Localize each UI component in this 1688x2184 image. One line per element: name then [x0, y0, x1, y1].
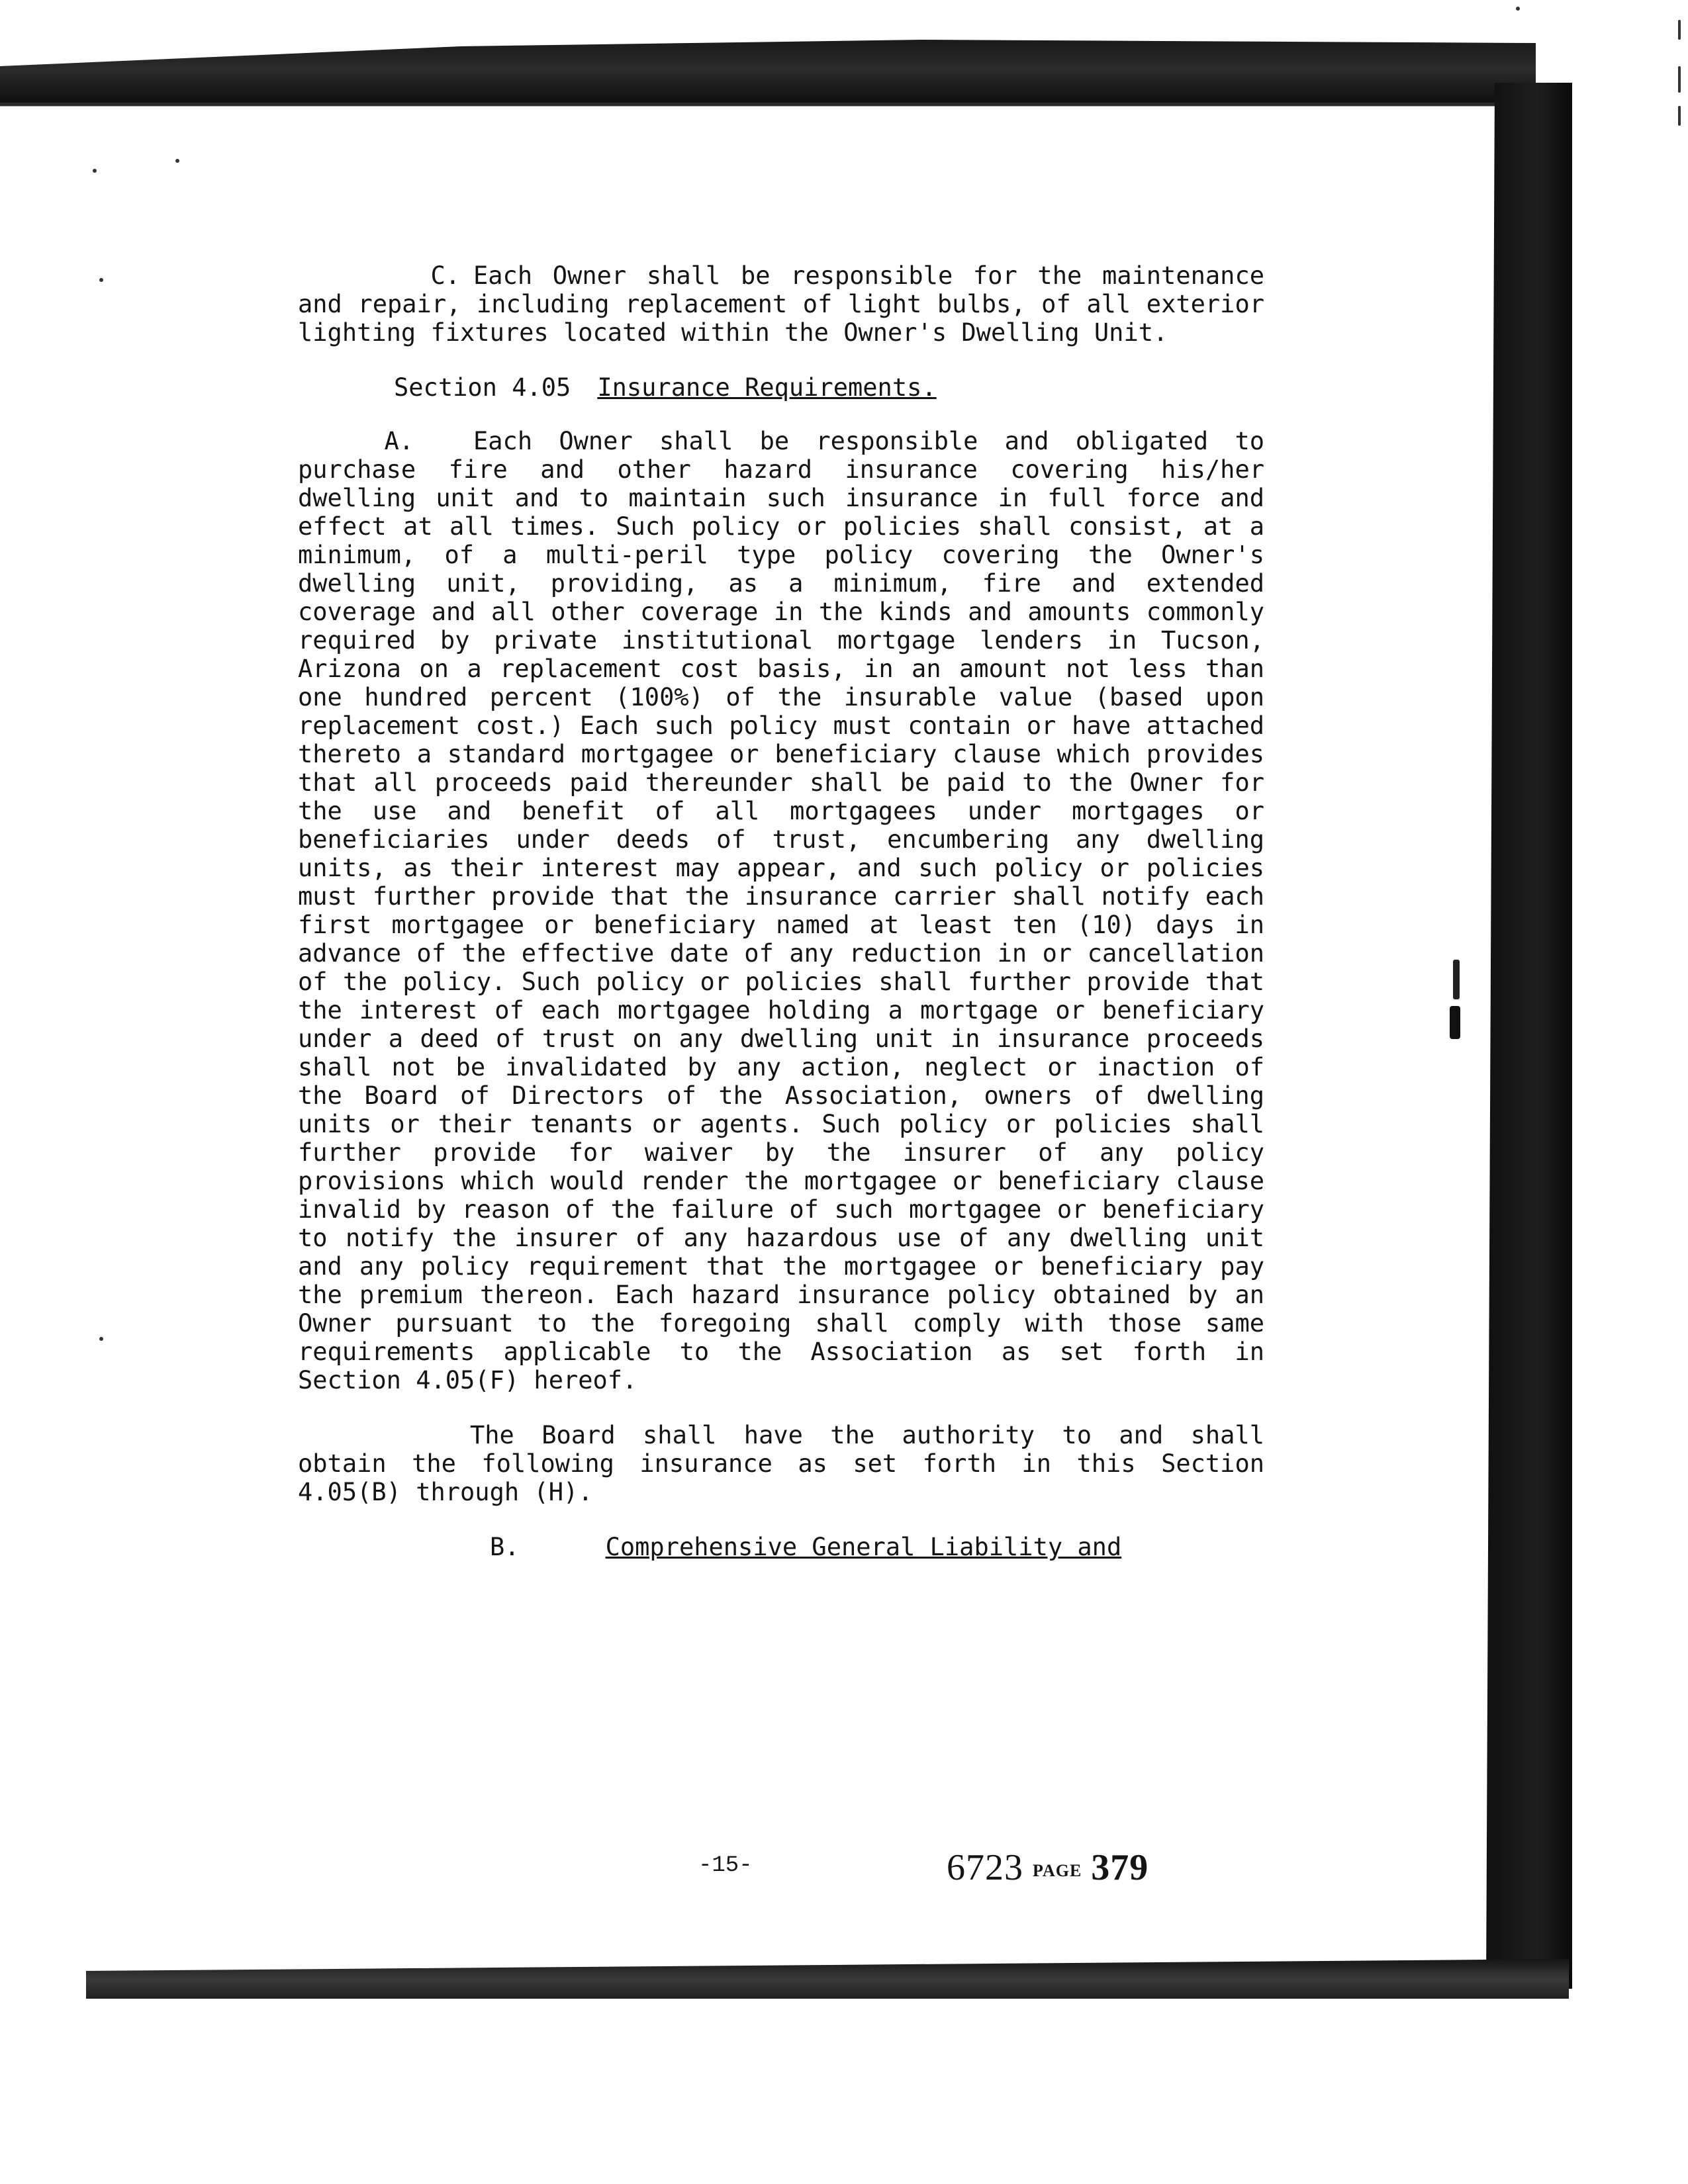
scan-speck	[93, 169, 97, 173]
scan-right-border	[1486, 83, 1572, 1989]
section-number: Section 4.05	[394, 373, 571, 402]
recording-stamp	[947, 1846, 1149, 1889]
paragraph-a-text: Each Owner shall be responsible and obligated to purchase fire and other hazard insurance covering his/her dwelling unit and to maintain such insurance in full force and effect at all times. Such policy or policies shall consist, at a minimum, of a multi-peril type policy covering the Owner's dwelling unit, providing, as a minimum, fire and extended coverage and all other coverage in the kinds and amounts commonly required by private institutional mortgage lenders in Tucson, Arizona on a replacement cost basis, in an amount not less than one hundred percent (100%) of the insurable value (based upon replacement cost.) Each such policy must contain or have attached thereto a standard mortgagee or beneficiary clause which provides that all proceeds paid thereunder shall be paid to the Owner for the use and benefit of all mortgagees under mortgages or beneficiaries under deeds of trust, encumbering any dwelling units, as their interest may appear, and such policy or policies must further provide that the insurance carrier shall notify each first mortgagee or beneficiary named at least ten (10) days in advance of the effective date of any reduction in or cancellation of the policy. Such policy or policies shall further provide that the interest of each mortgagee holding a mortgage or beneficiary under a deed of trust on any dwelling unit in insurance proceeds shall not be invalidated by any action, neglect or inaction of the Board of Directors of the Association, owners of dwelling units or their tenants or agents. Such policy or policies shall further provide for waiver by the insurer of any policy provisions which would render the mortgagee or beneficiary clause invalid by reason of the failure of such mortgagee or beneficiary to notify the insurer of any hazardous use of any dwelling unit and any policy requirement that the mortgagee or beneficiary pay the premium thereon. Each hazard insurance policy obtained by an Owner pursuant to the foregoing shall comply with those same requirements applicable to the Association as set forth in Section 4.05(F) hereof.	[298, 427, 1264, 1394]
recording-book: 6723	[947, 1847, 1023, 1888]
paragraph-a-lead: A.	[384, 427, 414, 455]
scan-bottom-border	[86, 1959, 1569, 1999]
scan-speck	[1678, 106, 1681, 126]
recording-page-label: PAGE	[1033, 1861, 1082, 1881]
paragraph-c	[298, 261, 1264, 347]
scan-top-edge	[0, 103, 1536, 107]
paragraph-c-text: Each Owner shall be responsible for the maintenance and repair, including replacement of light bulbs, of all exterior lighting fixtures located within the Owner's Dwelling Unit.	[298, 261, 1264, 347]
scan-speck	[1453, 960, 1460, 999]
scan-speck	[1678, 20, 1681, 40]
document-page	[298, 261, 1264, 1561]
section-title: Insurance Requirements.	[597, 373, 937, 402]
scan-top-border	[0, 40, 1536, 106]
paragraph-b-lead: B.	[490, 1533, 520, 1561]
recording-page: 379	[1091, 1847, 1149, 1888]
paragraph-b-title: Comprehensive General Liability and	[605, 1533, 1122, 1561]
page-number: -15-	[698, 1853, 753, 1878]
scan-speck	[99, 1337, 103, 1341]
paragraph-a	[298, 427, 1264, 1394]
paragraph-board-text: The Board shall have the authority to and shall obtain the following insurance as set forth in this Section 4.05(B) through (H).	[298, 1421, 1264, 1506]
paragraph-b-heading	[298, 1533, 1264, 1561]
scan-speck	[1450, 1006, 1460, 1039]
section-heading	[298, 373, 1264, 402]
scan-speck	[99, 278, 103, 282]
scan-speck	[1678, 66, 1681, 93]
paragraph-board	[298, 1421, 1264, 1506]
paragraph-c-lead: C.	[430, 261, 460, 290]
scan-speck	[175, 159, 179, 163]
scan-speck	[1516, 7, 1520, 11]
